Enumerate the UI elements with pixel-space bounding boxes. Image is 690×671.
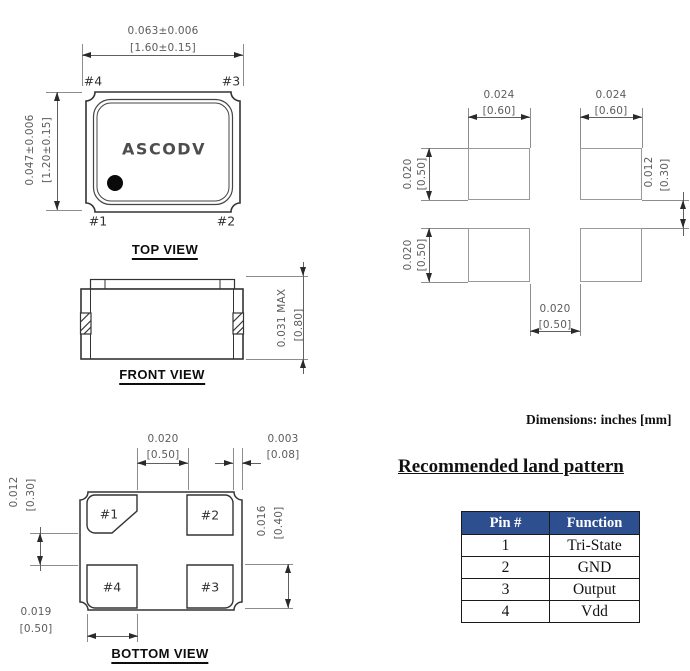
arrowhead bbox=[468, 114, 477, 120]
land-pad-w-right-mm: [0.60] bbox=[594, 105, 628, 117]
arrowhead bbox=[580, 114, 589, 120]
bottom-view-title: BOTTOM VIEW bbox=[111, 646, 208, 664]
arrowhead bbox=[426, 191, 432, 200]
arrowhead bbox=[179, 460, 188, 466]
arrowhead bbox=[87, 633, 96, 639]
arrowhead bbox=[224, 460, 233, 466]
bottom-edge-gap-mm: [0.08] bbox=[266, 449, 300, 461]
dim-line bbox=[683, 192, 684, 236]
bottom-row-gap-inch: 0.012 bbox=[8, 476, 20, 508]
arrowhead bbox=[242, 460, 251, 466]
arrowhead bbox=[234, 52, 243, 58]
front-view-package-outline bbox=[78, 274, 250, 366]
arrowhead bbox=[521, 114, 530, 120]
ext-line bbox=[530, 108, 531, 148]
land-pad-top-left bbox=[468, 148, 530, 200]
units-note: Dimensions: inches [mm] bbox=[526, 412, 672, 427]
ext-line bbox=[46, 92, 82, 93]
ext-line bbox=[642, 228, 689, 229]
bottom-pad-gap-x-mm: [0.50] bbox=[146, 449, 180, 461]
land-col-gap-mm: [0.50] bbox=[538, 319, 572, 331]
bottom-edge-gap-inch: 0.003 bbox=[267, 433, 299, 445]
ext-line bbox=[245, 608, 293, 609]
top-view-width-mm-label: [1.60±0.15] bbox=[130, 42, 196, 54]
table-row bbox=[462, 535, 640, 557]
land-row-gap-mm: [0.30] bbox=[659, 158, 671, 192]
land-pad-w-right-inch: 0.024 bbox=[595, 89, 627, 101]
arrowhead bbox=[285, 564, 291, 573]
arrowhead bbox=[285, 599, 291, 608]
arrowhead bbox=[37, 556, 43, 565]
land-pattern-heading: Recommended land pattern bbox=[398, 456, 624, 477]
top-view-pin3-label: #3 bbox=[221, 73, 241, 89]
bottom-pad4-label: #4 bbox=[102, 579, 122, 595]
land-pad-h-bottom-inch: 0.020 bbox=[402, 239, 414, 271]
dim-line bbox=[82, 55, 243, 56]
arrowhead bbox=[426, 148, 432, 157]
ext-line bbox=[580, 284, 581, 336]
bottom-pad-width-inch: 0.019 bbox=[20, 606, 52, 618]
table-row bbox=[462, 579, 640, 601]
arrowhead bbox=[300, 267, 306, 276]
arrowhead bbox=[633, 114, 642, 120]
front-view-height-inch-label: 0.031 MAX bbox=[276, 288, 288, 348]
ext-line bbox=[642, 108, 643, 148]
pin-function-table bbox=[461, 511, 640, 623]
table-row bbox=[462, 557, 640, 579]
bottom-pad-width-mm: [0.50] bbox=[19, 623, 53, 635]
ext-line bbox=[46, 210, 82, 211]
part-marking: ASCODV bbox=[122, 139, 206, 159]
arrowhead bbox=[680, 200, 686, 209]
ext-line bbox=[246, 359, 308, 360]
land-pad-bottom-left bbox=[468, 228, 530, 282]
arrowhead bbox=[426, 273, 432, 282]
top-view-width-inch-label: 0.063±0.006 bbox=[127, 25, 199, 37]
ext-line bbox=[233, 448, 234, 490]
pin-function-cell: Tri-State bbox=[550, 535, 640, 557]
land-row-gap-inch: 0.012 bbox=[643, 156, 655, 188]
bottom-pad1-label: #1 bbox=[99, 506, 119, 522]
bottom-pad-height-mm: [0.40] bbox=[273, 506, 285, 540]
top-view-pin1-label: #1 bbox=[88, 213, 108, 229]
arrowhead bbox=[530, 328, 539, 334]
land-pad-h-bottom-mm: [0.50] bbox=[416, 238, 428, 272]
land-pad-h-top-mm: [0.50] bbox=[416, 157, 428, 191]
arrowhead bbox=[54, 92, 60, 101]
land-pad-bottom-right bbox=[580, 228, 642, 282]
top-view-height-mm-label: [1.20±0.15] bbox=[41, 117, 53, 183]
arrowhead bbox=[54, 201, 60, 210]
top-view-height-inch-label: 0.047±0.006 bbox=[24, 114, 36, 186]
ext-line bbox=[421, 200, 468, 201]
top-view-title: TOP VIEW bbox=[132, 242, 198, 260]
table-row bbox=[462, 601, 640, 623]
pin-number-cell: 1 bbox=[462, 535, 550, 557]
pin1-marker-dot bbox=[107, 175, 123, 191]
arrowhead bbox=[426, 228, 432, 237]
arrowhead bbox=[300, 359, 306, 368]
bottom-row-gap-mm: [0.30] bbox=[25, 478, 37, 512]
ext-line bbox=[188, 448, 189, 490]
arrowhead bbox=[137, 460, 146, 466]
bottom-pad-height-inch: 0.016 bbox=[256, 505, 268, 537]
left-castellation-hatch bbox=[81, 313, 92, 334]
arrowhead bbox=[571, 328, 580, 334]
right-castellation-hatch bbox=[233, 313, 244, 334]
function-column-header: Function bbox=[550, 512, 640, 535]
land-pad-h-top-inch: 0.020 bbox=[402, 158, 414, 190]
front-view-height-mm-label: [0.80] bbox=[293, 308, 305, 342]
top-view-pin2-label: #2 bbox=[216, 213, 236, 229]
top-view-pin4-label: #4 bbox=[83, 73, 103, 89]
ext-line bbox=[421, 282, 468, 283]
front-view-title: FRONT VIEW bbox=[119, 367, 205, 385]
bottom-pad2-label: #2 bbox=[200, 507, 220, 523]
arrowhead bbox=[680, 219, 686, 228]
arrowhead bbox=[37, 533, 43, 542]
pin-function-cell: Vdd bbox=[550, 601, 640, 623]
ext-line bbox=[242, 448, 243, 490]
arrowhead bbox=[82, 52, 91, 58]
dim-line bbox=[57, 92, 58, 210]
bottom-pad3-label: #3 bbox=[200, 579, 220, 595]
arrowhead bbox=[129, 633, 138, 639]
land-pad-w-left-mm: [0.60] bbox=[482, 105, 516, 117]
pin-number-cell: 2 bbox=[462, 557, 550, 579]
ext-line bbox=[243, 44, 244, 86]
land-col-gap-inch: 0.020 bbox=[539, 303, 571, 315]
pin-number-cell: 4 bbox=[462, 601, 550, 623]
pin-function-cell: Output bbox=[550, 579, 640, 601]
pin-column-header: Pin # bbox=[462, 512, 550, 535]
pin-function-cell: GND bbox=[550, 557, 640, 579]
ext-line bbox=[246, 276, 308, 277]
pin-number-cell: 3 bbox=[462, 579, 550, 601]
land-pad-w-left-inch: 0.024 bbox=[483, 89, 515, 101]
land-pad-top-right bbox=[580, 148, 642, 200]
table-header-row bbox=[462, 512, 640, 535]
ext-line bbox=[30, 565, 78, 566]
ext-line bbox=[137, 448, 138, 490]
bottom-pad-gap-x-inch: 0.020 bbox=[147, 433, 179, 445]
